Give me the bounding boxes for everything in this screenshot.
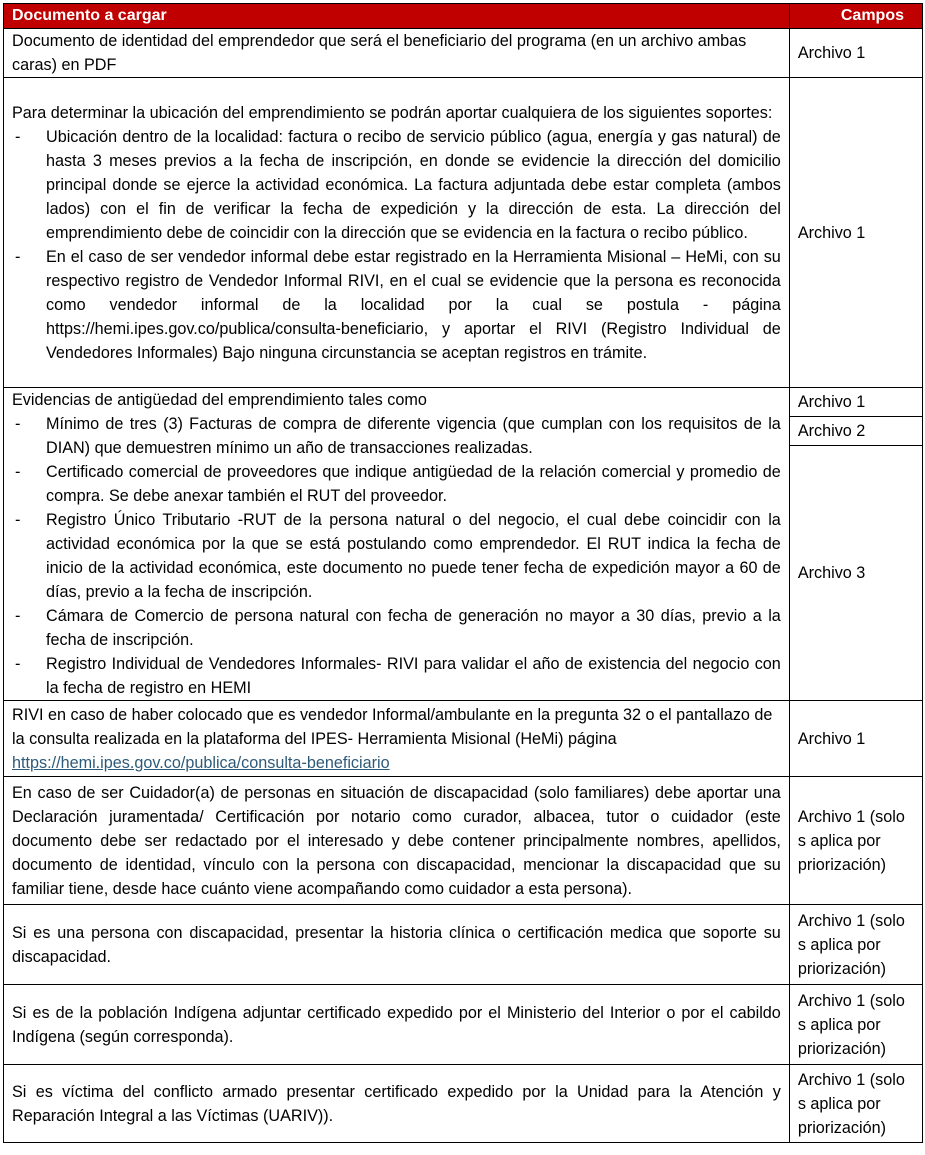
row-4-document [4, 701, 790, 777]
row-5-field: Archivo 1 (solo s aplica por priorización) [789, 777, 922, 905]
table-row [4, 1065, 923, 1143]
row-1-document: Documento de identidad del emprendedor que será el beneficiario del programa (en un archivo ambas caras) en PDF [4, 29, 790, 78]
row-4-field: Archivo 1 [789, 701, 922, 777]
list-item: - Ubicación dentro de la localidad: factura o recibo de servicio público (agua, energía y gas natural) de hasta 3 meses previos a la fecha de inscripción, en donde se evidencie la dirección del domicilio principal donde se ejerce la actividad económica. La factura adjuntada debe estar completa (ambos lados) con el fin de verificar la fecha de expedición y la dirección de esta. La dirección del emprendimiento debe de coincidir con la dirección que se evidencia en la factura o recibo público. [12, 125, 781, 245]
row-3-list [12, 412, 781, 700]
list-item: - Registro Único Tributario -RUT de la persona natural o del negocio, el cual debe coincidir con la actividad económica por la que se está postulando como emprendedor. El RUT indica la fecha de inicio de la actividad económica, este documento no puede tener fecha de expedición mayor a 60 de días, previo a la fecha de inscripción. [12, 508, 781, 604]
row-3-field-2: Archivo 2 [789, 417, 922, 446]
list-item: - Mínimo de tres (3) Facturas de compra de diferente vigencia (que cumplan con los requisitos de la DIAN) que demuestren mínimo un año de transacciones realizadas. [12, 412, 781, 460]
table-row [4, 777, 923, 905]
row-3-field-1: Archivo 1 [789, 388, 922, 417]
table-header-row [4, 4, 923, 29]
table-row [4, 29, 923, 78]
header-document: Documento a cargar [4, 4, 790, 29]
row-1-field: Archivo 1 [789, 29, 922, 78]
row-7-document: Si es de la población Indígena adjuntar certificado expedido por el Ministerio del Interior o por el cabildo Indígena (según corresponda). [4, 985, 790, 1065]
list-item: - En el caso de ser vendedor informal debe estar registrado en la Herramienta Misional – HeMi, con su respectivo registro de Vendedor Informal RIVI, en el cual se evidencie que la persona es reconocida como vendedor informal de la localidad por la cual se postula - página https://hemi.ipes.gov.co/publica/consulta-beneficiario, y aportar el RIVI (Registro Individual de Vendedores Informales) Bajo ninguna circunstancia se aceptan registros en trámite. [12, 245, 781, 365]
row-8-field: Archivo 1 (solo s aplica por priorización) [789, 1065, 922, 1143]
table-row [4, 701, 923, 777]
row-5-document: En caso de ser Cuidador(a) de personas en situación de discapacidad (solo familiares) debe aportar una Declaración juramentada/ Certificación por notario como curador, albacea, tutor o cuidador (este documento debe ser redactado por el interesado y debe contener principalmente nombres, apellidos, documento de identidad, vínculo con la persona con discapacidad, mencionar la discapacidad que su familiar tiene, desde hace cuánto viene acompañando como cuidador a esta persona). [4, 777, 790, 905]
row-2-field: Archivo 1 [789, 78, 922, 388]
row-3-intro: Evidencias de antigüedad del emprendimiento tales como [12, 391, 427, 409]
table-row [4, 388, 923, 417]
row-6-field: Archivo 1 (solo s aplica por priorización) [789, 905, 922, 985]
table-row [4, 985, 923, 1065]
row-2-intro: Para determinar la ubicación del emprendimiento se podrán aportar cualquiera de los siguientes soportes: [12, 103, 773, 122]
list-item: - Registro Individual de Vendedores Informales- RIVI para validar el año de existencia del negocio con la fecha de registro en HEMI [12, 652, 781, 700]
row-2-list [12, 125, 781, 365]
row-7-field: Archivo 1 (solo s aplica por priorización) [789, 985, 922, 1065]
row-3-field-3: Archivo 3 [789, 446, 922, 701]
row-2-document [4, 78, 790, 388]
documents-table [3, 3, 923, 1143]
row-8-document: Si es víctima del conflicto armado presentar certificado expedido por la Unidad para la Atención y Reparación Integral a las Víctimas (UARIV)). [4, 1065, 790, 1143]
row-6-document: Si es una persona con discapacidad, presentar la historia clínica o certificación medica que soporte su discapacidad. [4, 905, 790, 985]
table-row [4, 905, 923, 985]
row-4-text: RIVI en caso de haber colocado que es vendedor Informal/ambulante en la pregunta 32 o el pantallazo de la consulta realizada en la plataforma del IPES- Herramienta Misional (HeMi) página [12, 705, 773, 748]
consulta-beneficiario-link[interactable]: https://hemi.ipes.gov.co/publica/consulta-beneficiario [12, 753, 390, 772]
table-row [4, 78, 923, 388]
header-fields: Campos [789, 4, 922, 29]
list-item: - Cámara de Comercio de persona natural con fecha de generación no mayor a 30 días, previo a la fecha de inscripción. [12, 604, 781, 652]
row-3-document [4, 388, 790, 701]
list-item: - Certificado comercial de proveedores que indique antigüedad de la relación comercial y promedio de compra. Se debe anexar también el RUT del proveedor. [12, 460, 781, 508]
